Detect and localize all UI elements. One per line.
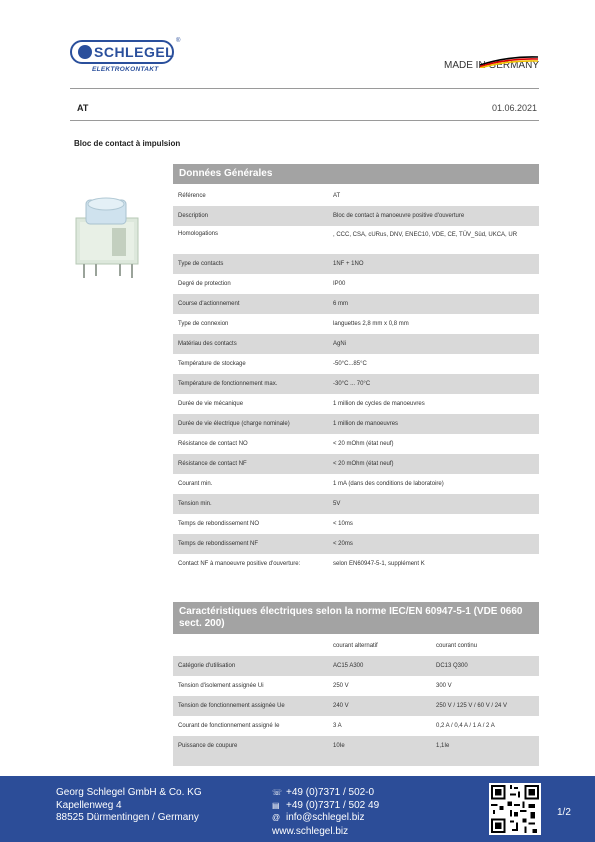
- website-link[interactable]: www.schlegel.biz: [272, 826, 349, 837]
- row-value-dc: DC13 Q300: [436, 663, 468, 669]
- row-value: < 20 mOhm (état neuf): [333, 461, 394, 467]
- contact-info: [272, 787, 379, 825]
- row-value: -30°C ... 70°C: [333, 381, 371, 387]
- company-address: [56, 787, 202, 825]
- general-data-table: [173, 186, 539, 574]
- table-row: [173, 226, 539, 254]
- row-value: 1NF + 1NO: [333, 261, 364, 267]
- row-value: -50°C...85°C: [333, 361, 367, 367]
- row-value-ac: 240 V: [333, 703, 349, 709]
- table-row: [173, 696, 539, 716]
- logo-oval: [70, 40, 174, 64]
- row-label: Durée de vie mécanique: [178, 401, 244, 407]
- row-label: Tension de fonctionnement assignée Ue: [178, 703, 285, 709]
- table-row: [173, 354, 539, 374]
- company-logo: [70, 40, 180, 74]
- table-row: [173, 474, 539, 494]
- column-header-dc: courant continu: [436, 643, 478, 649]
- row-value-dc: 0,2 A / 0,4 A / 1 A / 2 A: [436, 723, 495, 729]
- row-label: Matériau des contacts: [178, 341, 237, 347]
- document-date: 01.06.2021: [491, 103, 537, 113]
- row-label: Course d'actionnement: [178, 301, 240, 307]
- row-value: , CCC, CSA, cURus, DNV, ENEC10, VDE, CE, TÜV_Süd, UKCA, UR: [333, 232, 518, 238]
- table-row: [173, 186, 539, 206]
- row-value: 1 mA (dans des conditions de laboratoire): [333, 481, 444, 487]
- general-data-title: Données Générales: [173, 164, 539, 184]
- row-label: Durée de vie électrique (charge nominale): [178, 421, 290, 427]
- row-value-ac: 10Ie: [333, 743, 345, 749]
- row-value: < 20 mOhm (état neuf): [333, 441, 394, 447]
- header-divider-top: [70, 88, 539, 89]
- row-label: Tension d'isolement assignée Ui: [178, 683, 264, 689]
- table-row: [173, 434, 539, 454]
- row-value: Bloc de contact à manoeuvre positive d'ouverture: [333, 213, 465, 219]
- row-label: Temps de rebondissement NF: [178, 541, 259, 547]
- german-flag-swoosh-icon: [478, 54, 540, 68]
- logo-subtitle: ELEKTROKONTAKT: [92, 66, 159, 73]
- table-header-row: [173, 636, 539, 656]
- row-value: IP00: [333, 281, 346, 287]
- column-header-ac: courant alternatif: [333, 643, 378, 649]
- row-value: 6 mm: [333, 301, 348, 307]
- row-label: Tension min.: [178, 501, 212, 507]
- row-value: < 10ms: [333, 521, 353, 527]
- qr-code-icon[interactable]: [489, 783, 541, 835]
- table-row: [173, 454, 539, 474]
- company-name: Georg Schlegel GmbH & Co. KG: [56, 787, 202, 798]
- logo-mark-icon: [78, 45, 92, 59]
- row-value: languettes 2,8 mm x 0,8 mm: [333, 321, 409, 327]
- table-row: [173, 736, 539, 756]
- row-label: Temps de rebondissement NO: [178, 521, 260, 527]
- table-filler-row: [173, 756, 539, 766]
- table-row: [173, 494, 539, 514]
- table-row: [173, 274, 539, 294]
- row-value: 5V: [333, 501, 341, 507]
- city: 88525 Dürmentingen / Germany: [56, 812, 199, 823]
- table-row: [173, 554, 539, 574]
- table-row: [173, 514, 539, 534]
- header-divider-bottom: [70, 120, 539, 121]
- row-value-dc: 1,1Ie: [436, 743, 450, 749]
- row-label: Type de connexion: [178, 321, 229, 327]
- registered-mark: ®: [176, 38, 181, 44]
- row-value: 1 million de cycles de manoeuvres: [333, 401, 425, 407]
- email-link[interactable]: info@schlegel.biz: [286, 812, 365, 823]
- street: Kapellenweg 4: [56, 799, 122, 811]
- row-label: Référence: [178, 193, 206, 199]
- row-label: Puissance de coupure: [178, 743, 238, 749]
- table-row: [173, 374, 539, 394]
- row-label: Température de stockage: [178, 361, 246, 367]
- fax-icon: ▤: [272, 800, 280, 810]
- table-row: [173, 206, 539, 226]
- row-label: Degré de protection: [178, 281, 231, 287]
- product-reference: AT: [77, 103, 89, 113]
- row-label: Homologations: [178, 231, 219, 237]
- row-label: Contact NF à manoeuvre positive d'ouverture:: [178, 561, 301, 567]
- table-row: [173, 534, 539, 554]
- row-label: Catégorie d'utilisation: [178, 663, 236, 669]
- electrical-data-table: [173, 636, 539, 766]
- electrical-data-title: Caractéristiques électriques selon la norme IEC/EN 60947-5-1 (VDE 0660 sect. 200): [173, 602, 539, 634]
- table-row: [173, 334, 539, 354]
- table-row: [173, 294, 539, 314]
- row-label: Résistance de contact NO: [178, 441, 248, 447]
- table-row: [173, 676, 539, 696]
- made-in-germany: MADE IN GERMANY: [443, 60, 539, 71]
- table-row: [173, 656, 539, 676]
- fax-number[interactable]: +49 (0)7371 / 502 49: [286, 799, 380, 811]
- row-label: Température de fonctionnement max.: [178, 381, 278, 387]
- row-value-ac: 250 V: [333, 683, 349, 689]
- phone-number[interactable]: +49 (0)7371 / 502-0: [286, 787, 375, 798]
- table-row: [173, 414, 539, 434]
- row-label: Courant de fonctionnement assigné Ie: [178, 723, 280, 729]
- page-number: 1/2: [557, 807, 571, 818]
- row-label: Courant min.: [178, 481, 213, 487]
- row-label: Description: [178, 213, 209, 219]
- product-image: [72, 190, 144, 280]
- row-value: selon EN60947-5-1, supplément K: [333, 561, 425, 567]
- row-value-ac: AC15 A300: [333, 663, 364, 669]
- document-title: Bloc de contact à impulsion: [74, 139, 181, 148]
- table-row: [173, 314, 539, 334]
- row-label: Résistance de contact NF: [178, 461, 247, 467]
- row-value: AT: [333, 193, 341, 199]
- email-icon: @: [272, 813, 281, 822]
- row-value: 1 million de manoeuvres: [333, 421, 399, 427]
- table-row: [173, 716, 539, 736]
- table-row: [173, 254, 539, 274]
- row-value: < 20ms: [333, 541, 353, 547]
- row-value-dc: 250 V / 125 V / 60 V / 24 V: [436, 703, 508, 709]
- row-value-ac: 3 A: [333, 723, 342, 729]
- table-row: [173, 394, 539, 414]
- row-value-dc: 300 V: [436, 683, 452, 689]
- row-label: Type de contacts: [178, 261, 224, 267]
- row-value: AgNi: [333, 341, 347, 347]
- page-footer: [0, 776, 595, 842]
- logo-name: SCHLEGEL: [94, 44, 175, 60]
- phone-icon: ☏: [272, 788, 283, 797]
